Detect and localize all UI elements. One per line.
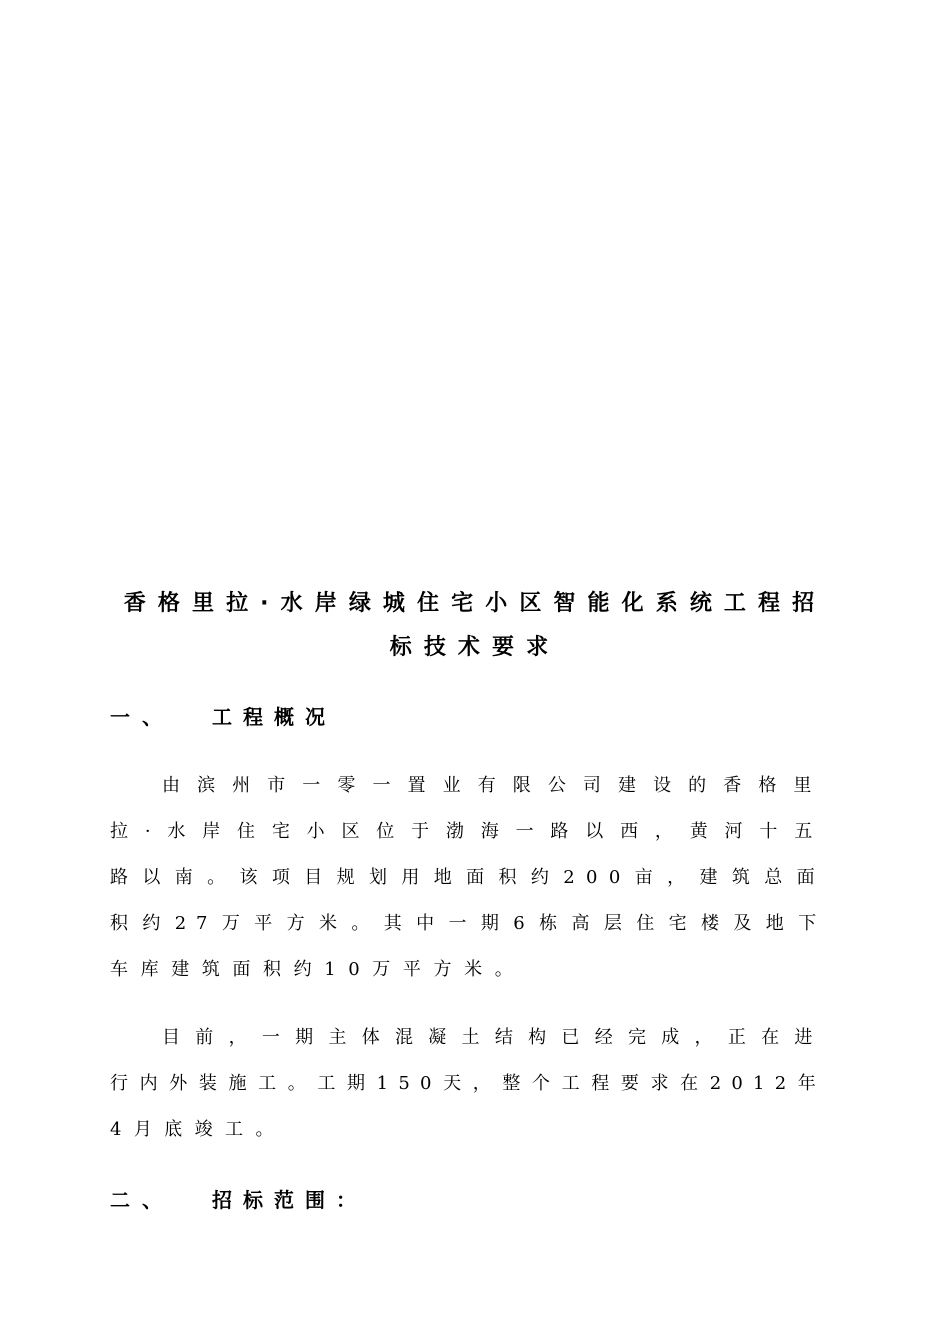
paragraph-line: 目前，一期主体混凝土结构已经完成，正在进 xyxy=(162,1027,826,1048)
section-label: 招标范围： xyxy=(212,1188,367,1212)
paragraph-line: 拉·水岸住宅小区位于渤海一路以西，黄河十五 xyxy=(110,821,826,842)
paragraph-line: 由滨州市一零一置业有限公司建设的香格里 xyxy=(162,775,826,796)
paragraph-line: 路以南。该项目规划用地面积约200亩，建筑总面 xyxy=(110,867,826,888)
section-label: 工程概况 xyxy=(212,705,336,729)
paragraph-line: 积约27万平方米。其中一期6栋高层住宅楼及地下 xyxy=(110,913,826,934)
document-title-line-1: 香格里拉·水岸绿城住宅小区智能化系统工程招 xyxy=(123,591,827,616)
document-title-line-2: 标技术要求 xyxy=(389,635,561,660)
paragraph-line: 行内外装施工。工期150天，整个工程要求在2012年 xyxy=(110,1073,826,1094)
section-number: 二、 xyxy=(110,1188,174,1212)
paragraph-line: 4月底竣工。 xyxy=(110,1119,286,1140)
paragraph-line: 车库建筑面积约10万平方米。 xyxy=(110,959,526,980)
section-heading-scope xyxy=(110,1180,830,1220)
overview-paragraph-2 xyxy=(110,1015,826,1153)
overview-paragraph-1 xyxy=(110,763,826,993)
section-heading-overview xyxy=(110,697,830,737)
section-number: 一、 xyxy=(110,705,174,729)
